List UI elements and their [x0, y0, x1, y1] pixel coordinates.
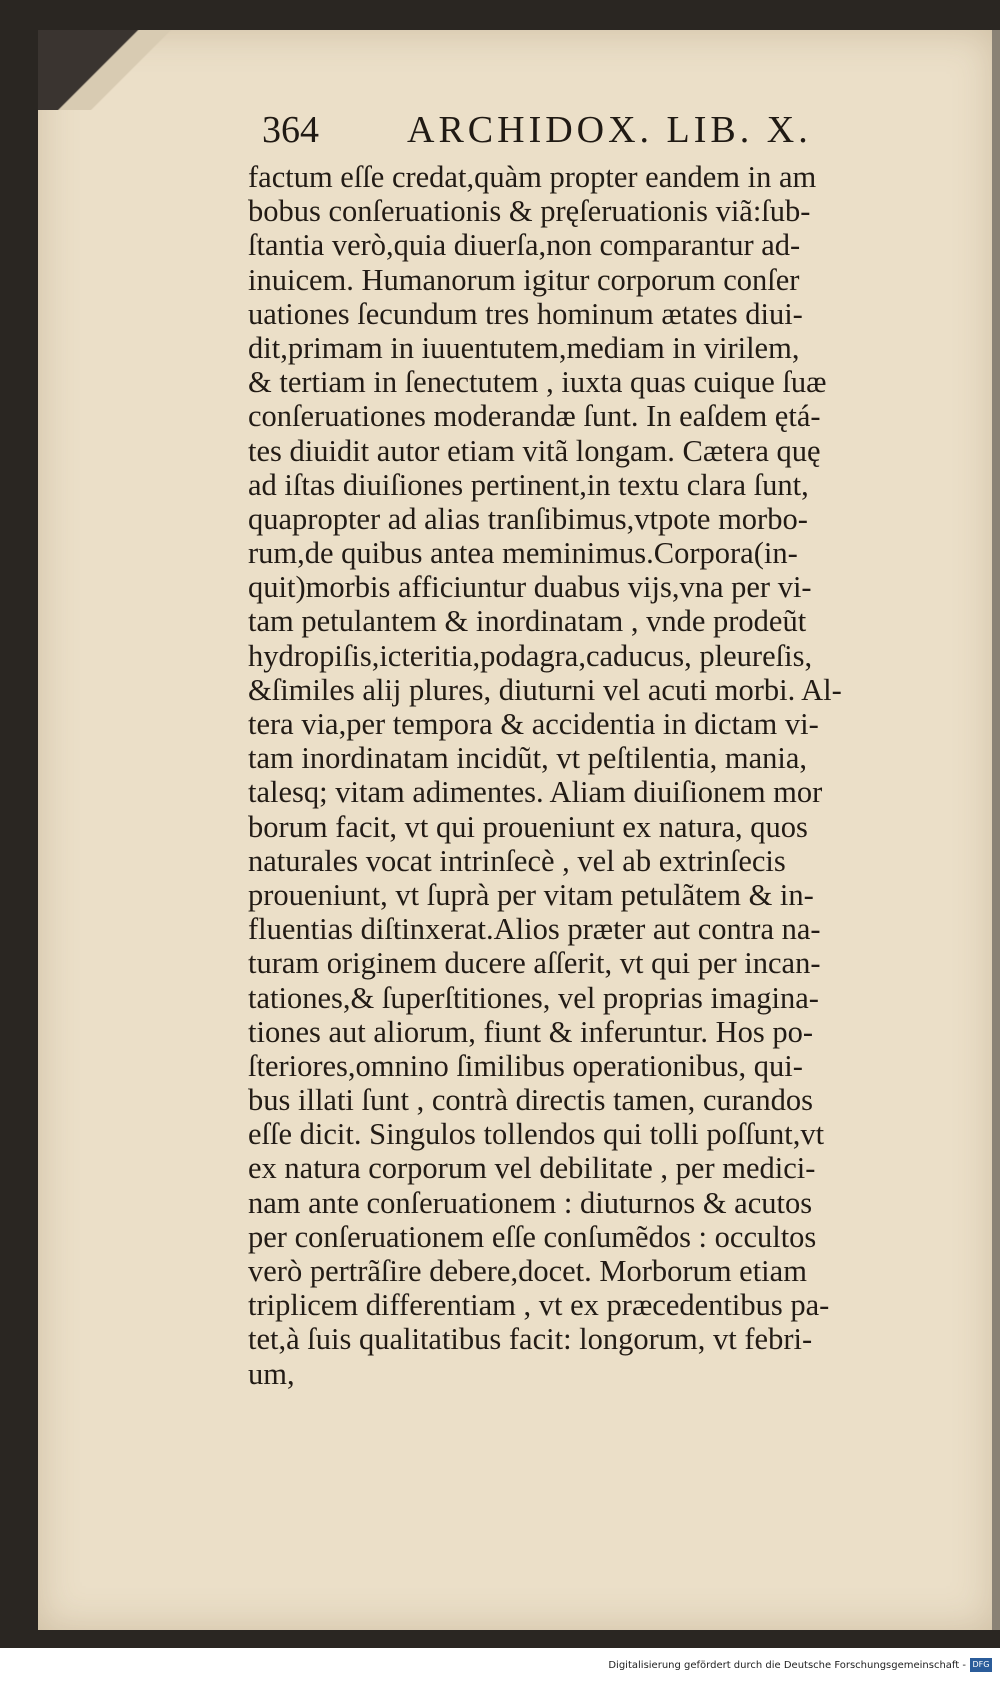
text-line: uationes ſecundum tres hominum ætates diui- — [248, 296, 803, 331]
text-line: dit,primam in iuuentutem,mediam in virilem, — [248, 330, 800, 365]
digitization-credit: Digitalisierung gefördert durch die Deutsche Forschungsgemeinschaft - — [608, 1660, 966, 1671]
text-line: conſeruationes moderandæ ſunt. In eaſdem ętá- — [248, 399, 821, 434]
text-line: tet,à ſuis qualitatibus facit: longorum, vt febri- — [248, 1322, 813, 1357]
text-line: triplicem differentiam , vt ex præcedentibus pa- — [248, 1288, 830, 1323]
text-line: hydropiſis,icteritia,podagra,caducus, pleureſis, — [248, 638, 813, 673]
text-line: proueniunt, vt ſuprà per vitam petulãtem & in- — [248, 877, 814, 912]
text-line: ad iſtas diuiſiones pertinent,in textu clara ſunt, — [248, 467, 809, 502]
text-line: quapropter ad alias tranſibimus,vtpote morbo- — [248, 501, 808, 536]
text-line: nam ante conſeruationem : diuturnos & acutos — [248, 1185, 813, 1220]
running-title: ARCHIDOX. LIB. X. — [407, 109, 812, 151]
text-line: turam originem ducere aſſerit, vt qui per incan- — [248, 946, 821, 981]
text-line: eſſe dicit. Singulos tollendos qui tolli poſſunt,vt — [248, 1117, 825, 1152]
text-line: &ſimiles alij plures, diuturni vel acuti morbi. Al- — [248, 672, 842, 707]
text-line: ſtantia verò,quia diuerſa,non comparantur ad- — [248, 228, 801, 263]
text-line: ex natura corporum vel debilitate , per medici- — [248, 1151, 816, 1186]
text-line: tam petulantem & inordinatam , vnde prodeũt — [248, 604, 807, 639]
text-line: quit)morbis afficiuntur duabus vijs,vna per vi- — [248, 570, 812, 605]
text-line: per conſeruationem eſſe conſumẽdos : occultos — [248, 1219, 817, 1254]
page-edge — [992, 30, 1000, 1630]
text-line: naturales vocat intrinſecè , vel ab extrinſecis — [248, 843, 786, 878]
text-line: bobus conſeruationis & pręſeruationis viã:ſub- — [248, 194, 811, 229]
text-line: tam inordinatam incidũt, vt peſtilentia, mania, — [248, 741, 808, 776]
text-line: fluentias diſtinxerat.Alios præter aut contra na- — [248, 912, 821, 947]
dfg-logo: DFG — [970, 1658, 992, 1672]
text-line: bus illati ſunt , contrà directis tamen, curandos — [248, 1083, 813, 1118]
text-line: tera via,per tempora & accidentia in dictam vi- — [248, 707, 819, 741]
text-line: talesq; vitam adimentes. Aliam diuiſionem mor — [248, 775, 823, 810]
text-line: tationes,& ſuperſtitiones, vel proprias imagina- — [248, 980, 819, 1015]
text-line: borum facit, vt qui proueniunt ex natura, quos — [248, 809, 808, 844]
text-line: factum eſſe credat,quàm propter eandem in am — [248, 160, 817, 194]
page-number: 364 — [262, 109, 319, 151]
text-line: rum,de quibus antea meminimus.Corpora(in- — [248, 536, 798, 571]
text-line: um, — [248, 1356, 295, 1391]
text-line: tes diuidit autor etiam vitã longam. Cætera quę — [248, 433, 821, 468]
folded-corner — [38, 30, 178, 110]
page-header — [262, 108, 962, 156]
text-line: verò pertrãſire debere,docet. Morborum etiam — [248, 1254, 807, 1288]
text-line: tiones aut aliorum, fiunt & inferuntur. Hos po- — [248, 1014, 814, 1049]
text-line: & tertiam in ſenectutem , iuxta quas cuique ſuæ — [248, 365, 827, 400]
text-line: ſteriores,omnino ſimilibus operationibus, qui- — [248, 1048, 803, 1083]
body-text — [248, 160, 960, 1391]
text-line: inuicem. Humanorum igitur corporum conſer — [248, 262, 800, 297]
